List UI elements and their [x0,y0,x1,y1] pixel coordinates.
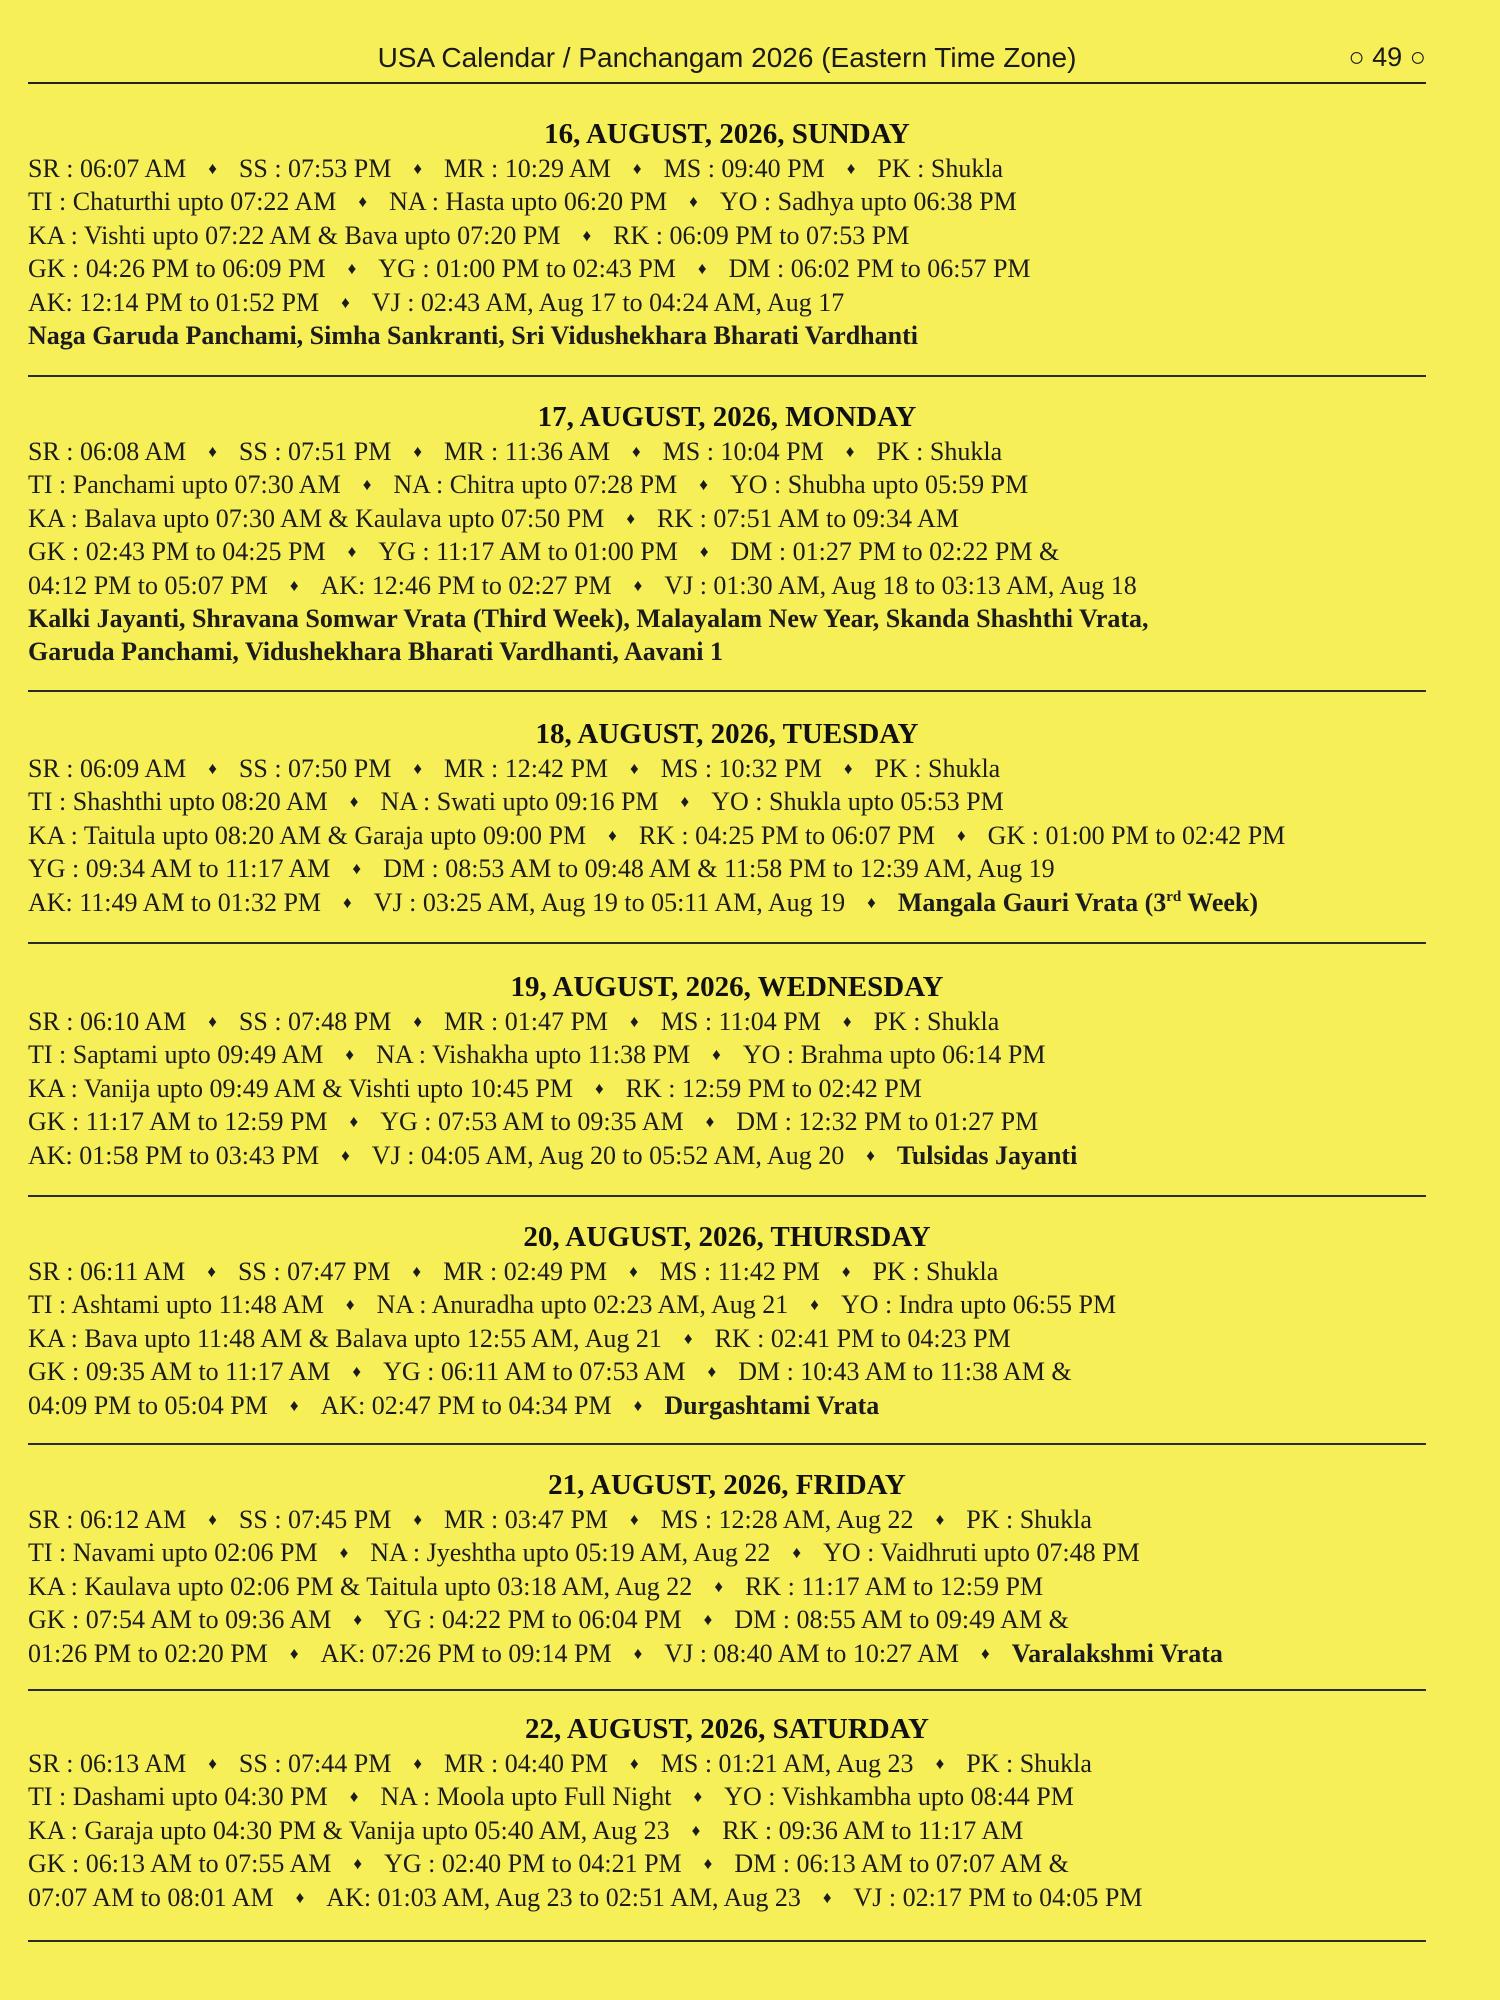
panchang-line [28,152,1426,185]
panchang-field: DM : 08:53 AM to 09:48 AM & 11:58 PM to 12:39 AM, Aug 19 [383,854,1055,884]
panchang-field: SS : 07:48 PM [238,1007,392,1036]
panchang-field: DM : 10:43 AM to 11:38 AM & [738,1357,1072,1387]
diamond-separator-icon: ♦ [956,825,966,845]
diamond-separator-icon: ♦ [935,1754,945,1773]
panchang-field: SR : 06:09 AM [28,754,187,783]
diamond-separator-icon: ♦ [841,1262,851,1281]
day-entry [28,1467,1426,1670]
diamond-separator-icon: ♦ [413,759,423,778]
diamond-separator-icon: ♦ [866,1145,875,1165]
panchang-line [28,219,1426,252]
festival-text: Mangala Gauri Vrata (3 [897,887,1167,917]
panchang-field: YO : Shubha upto 05:59 PM [729,470,1029,500]
diamond-separator-icon: ♦ [846,159,856,178]
diamond-separator-icon: ♦ [792,1543,802,1563]
diamond-separator-icon: ♦ [683,1328,693,1348]
panchang-line [28,852,1426,885]
panchang-line [28,252,1426,285]
day-entry [28,399,1426,669]
diamond-separator-icon: ♦ [691,1820,701,1840]
panchang-field: AK: 01:58 PM to 03:43 PM [28,1140,320,1170]
diamond-separator-icon: ♦ [630,1754,639,1773]
panchang-field: 04:12 PM to 05:07 PM [28,570,268,600]
panchang-field: YG : 11:17 AM to 01:00 PM [378,537,678,567]
diamond-separator-icon: ♦ [358,192,368,212]
panchang-field: GK : 01:00 PM to 02:42 PM [987,820,1286,850]
diamond-separator-icon: ♦ [413,159,423,178]
panchang-field: PK : Shukla [872,1257,999,1286]
panchang-field: KA : Kaulava upto 02:06 PM & Taitula upto 03:18 AM, Aug 22 [28,1571,693,1601]
diamond-separator-icon: ♦ [208,1012,217,1031]
panchang-field: DM : 12:32 PM to 01:27 PM [736,1107,1039,1137]
diamond-separator-icon: ♦ [594,1078,604,1098]
panchang-field: YO : Brahma upto 06:14 PM [742,1040,1046,1070]
entry-divider [28,1689,1426,1691]
diamond-separator-icon: ♦ [208,159,217,178]
panchang-field: VJ : 01:30 AM, Aug 18 to 03:13 AM, Aug 18 [664,570,1137,600]
diamond-separator-icon: ♦ [413,1510,423,1529]
panchang-line [28,886,1426,919]
panchang-line [28,1105,1426,1138]
day-title: 21, AUGUST, 2026, FRIDAY [548,1469,906,1501]
panchang-line [28,1255,1426,1288]
panchang-field: YG : 02:40 PM to 04:21 PM [384,1849,682,1879]
diamond-separator-icon: ♦ [582,225,592,245]
entry-divider [28,942,1426,944]
panchang-line [28,435,1426,468]
panchang-field: SR : 06:10 AM [28,1007,187,1036]
panchang-line [28,468,1426,501]
panchang-field: KA : Taitula upto 08:20 AM & Garaja upto 09:00 PM [28,820,587,850]
diamond-separator-icon: ♦ [343,892,352,912]
day-title: 18, AUGUST, 2026, TUESDAY [535,718,919,750]
panchang-field: NA : Jyeshtha upto 05:19 AM, Aug 22 [370,1538,771,1568]
panchang-line [28,1780,1426,1813]
panchang-field: PK : Shukla [877,154,1004,183]
festival-line: Naga Garuda Panchami, Simha Sankranti, Sri Vidushekhara Bharati Vardhanti [28,320,918,350]
panchang-field: YO : Indra upto 06:55 PM [840,1290,1117,1320]
diamond-separator-icon: ♦ [697,259,707,279]
panchang-line [28,785,1426,818]
panchang-field: SS : 07:51 PM [238,437,392,466]
diamond-separator-icon: ♦ [630,1510,639,1529]
panchang-field: AK: 12:14 PM to 01:52 PM [28,287,320,317]
panchang-field: TI : Saptami upto 09:49 AM [28,1040,324,1070]
diamond-separator-icon: ♦ [712,1045,721,1065]
panchang-field: TI : Shashthi upto 08:20 AM [28,787,328,817]
diamond-separator-icon: ♦ [703,1854,713,1874]
panchang-field: NA : Swati upto 09:16 PM [380,787,659,817]
panchang-field: YG : 04:22 PM to 06:04 PM [384,1605,682,1635]
diamond-separator-icon: ♦ [699,542,709,562]
panchang-line [28,1847,1426,1880]
panchang-field: NA : Hasta upto 06:20 PM [389,187,668,217]
panchang-line [28,1389,1426,1422]
panchang-field: DM : 08:55 AM to 09:49 AM & [734,1605,1069,1635]
day-title: 17, AUGUST, 2026, MONDAY [537,401,917,433]
diamond-separator-icon: ♦ [633,575,643,595]
diamond-separator-icon: ♦ [353,1610,363,1630]
panchang-field: PK : Shukla [876,437,1003,466]
diamond-separator-icon: ♦ [295,1887,305,1907]
diamond-separator-icon: ♦ [352,1362,362,1382]
panchang-field: TI : Chaturthi upto 07:22 AM [28,187,337,217]
panchang-line [28,1881,1426,1914]
panchang-line [28,1536,1426,1569]
diamond-separator-icon: ♦ [629,1262,638,1281]
panchang-line [28,1503,1426,1536]
panchang-field: YG : 07:53 AM to 09:35 AM [380,1107,684,1137]
panchang-field: GK : 07:54 AM to 09:36 AM [28,1605,332,1635]
panchang-field: AK: 07:26 PM to 09:14 PM [320,1638,612,1668]
diamond-separator-icon: ♦ [699,475,708,495]
panchang-line [28,1288,1426,1321]
panchang-field: SR : 06:12 AM [28,1505,187,1534]
panchang-field: GK : 09:35 AM to 11:17 AM [28,1357,331,1387]
panchang-line [28,185,1426,218]
festival-line: Kalki Jayanti, Shravana Somwar Vrata (Third Week), Malayalam New Year, Skanda Shashthi Vrata, [28,603,1149,633]
panchang-field: KA : Balava upto 07:30 AM & Kaulava upto 07:50 PM [28,503,605,533]
panchang-line [28,1637,1426,1670]
day-title: 16, AUGUST, 2026, SUNDAY [544,118,910,150]
panchang-field: TI : Ashtami upto 11:48 AM [28,1290,324,1320]
diamond-separator-icon: ♦ [632,159,642,178]
diamond-separator-icon: ♦ [707,1362,717,1382]
page-header [28,36,1426,84]
page-number: ○ 49 ○ [1348,42,1426,72]
diamond-separator-icon: ♦ [412,1262,422,1281]
panchang-field: SR : 06:11 AM [28,1257,186,1286]
panchang-field: NA : Chitra upto 07:28 PM [393,470,678,500]
day-entry [28,716,1426,919]
panchang-field: SS : 07:50 PM [238,754,392,783]
panchang-field: VJ : 02:43 AM, Aug 17 to 04:24 AM, Aug 17 [371,287,845,317]
day-entry [28,1711,1426,1914]
panchang-field: YO : Sadhya upto 06:38 PM [719,187,1017,217]
diamond-separator-icon: ♦ [352,859,362,879]
panchang-field: KA : Vanija upto 09:49 AM & Vishti upto 10:45 PM [28,1073,573,1103]
panchang-field: 04:09 PM to 05:04 PM [28,1390,268,1420]
panchang-line [28,819,1426,852]
diamond-separator-icon: ♦ [703,1610,713,1630]
panchang-field: KA : Garaja upto 04:30 PM & Vanija upto 05:40 AM, Aug 23 [28,1815,670,1845]
festival-line: Garuda Panchami, Vidushekhara Bharati Vardhanti, Aavani 1 [28,637,723,667]
panchang-field: KA : Vishti upto 07:22 AM & Bava upto 07:20 PM [28,220,561,250]
diamond-separator-icon: ♦ [347,542,357,562]
day-title: 20, AUGUST, 2026, THURSDAY [523,1221,931,1253]
diamond-separator-icon: ♦ [349,1787,359,1807]
festival-inline [897,1141,1077,1170]
panchang-field: YO : Shukla upto 05:53 PM [711,787,1004,817]
diamond-separator-icon: ♦ [207,1262,216,1281]
panchang-line [28,1814,1426,1847]
diamond-separator-icon: ♦ [339,1543,349,1563]
panchang-field: MR : 11:36 AM [444,437,610,466]
panchang-line [28,1038,1426,1071]
festival-inline [898,888,1258,917]
diamond-separator-icon: ♦ [349,1112,359,1132]
diamond-separator-icon: ♦ [345,1045,355,1065]
panchang-field: TI : Panchami upto 07:30 AM [28,470,341,500]
panchang-field: VJ : 04:05 AM, Aug 20 to 05:52 AM, Aug 20 [371,1140,845,1170]
diamond-separator-icon: ♦ [289,1395,299,1415]
diamond-separator-icon: ♦ [714,1576,723,1596]
diamond-separator-icon: ♦ [349,792,359,812]
panchang-field: YG : 06:11 AM to 07:53 AM [383,1357,686,1387]
panchang-line [28,752,1426,785]
panchang-field: GK : 11:17 AM to 12:59 PM [28,1107,328,1137]
festival-inline [664,1391,879,1420]
panchang-line [28,535,1426,568]
panchang-field: MS : 10:04 PM [662,437,824,466]
diamond-separator-icon: ♦ [633,1395,643,1415]
panchang-field: PK : Shukla [966,1749,1092,1778]
panchang-field: TI : Navami upto 02:06 PM [28,1538,318,1568]
panchang-field: PK : Shukla [966,1505,1092,1534]
diamond-separator-icon: ♦ [413,442,423,461]
panchang-field: VJ : 02:17 PM to 04:05 PM [853,1882,1143,1912]
page-title: USA Calendar / Panchangam 2026 (Eastern Time Zone) [377,42,1077,73]
panchang-field: 07:07 AM to 08:01 AM [28,1882,274,1912]
diamond-separator-icon: ♦ [935,1510,945,1529]
entry-divider [28,1443,1426,1445]
panchang-field: DM : 06:02 PM to 06:57 PM [728,254,1031,284]
festival-sup: rd [1166,888,1182,905]
diamond-separator-icon: ♦ [822,1887,832,1907]
diamond-separator-icon: ♦ [289,575,299,595]
diamond-separator-icon: ♦ [845,442,855,461]
panchang-field: SR : 06:13 AM [28,1749,187,1778]
diamond-separator-icon: ♦ [208,759,217,778]
panchang-field: AK: 02:47 PM to 04:34 PM [320,1390,612,1420]
panchang-line [28,1005,1426,1038]
panchang-field: MR : 01:47 PM [444,1007,609,1036]
panchang-field: MR : 12:42 PM [444,754,609,783]
panchang-field: MS : 11:42 PM [659,1257,820,1286]
diamond-separator-icon: ♦ [981,1643,990,1663]
entry-divider [28,1195,1426,1197]
diamond-separator-icon: ♦ [630,1012,639,1031]
panchang-field: KA : Bava upto 11:48 AM & Balava upto 12:55 AM, Aug 21 [28,1323,662,1353]
panchang-field: YO : Vishkambha upto 08:44 PM [724,1782,1074,1812]
festival-text: Tulsidas Jayanti [896,1140,1078,1170]
panchang-field: RK : 02:41 PM to 04:23 PM [714,1323,1011,1353]
panchang-field: SS : 07:53 PM [238,154,392,183]
panchang-field: AK: 11:49 AM to 01:32 PM [28,887,322,917]
festival-inline [1012,1639,1223,1668]
panchang-field: MR : 03:47 PM [444,1505,609,1534]
day-entry [28,116,1426,352]
diamond-separator-icon: ♦ [413,1012,423,1031]
panchang-line [28,502,1426,535]
panchang-field: PK : Shukla [874,754,1001,783]
panchang-field: NA : Moola upto Full Night [380,1782,672,1812]
diamond-separator-icon: ♦ [362,475,372,495]
panchang-field: RK : 06:09 PM to 07:53 PM [613,220,910,250]
panchang-field: RK : 07:51 AM to 09:34 AM [657,503,959,533]
panchang-field: RK : 04:25 PM to 06:07 PM [638,820,935,850]
diamond-separator-icon: ♦ [689,192,698,212]
panchang-field: GK : 06:13 AM to 07:55 AM [28,1849,332,1879]
day-entry [28,969,1426,1172]
panchang-field: RK : 12:59 PM to 02:42 PM [625,1073,922,1103]
diamond-separator-icon: ♦ [208,1754,217,1773]
diamond-separator-icon: ♦ [289,1643,299,1663]
panchang-field: MR : 04:40 PM [444,1749,609,1778]
diamond-separator-icon: ♦ [341,292,350,312]
panchang-field: RK : 09:36 AM to 11:17 AM [722,1815,1024,1845]
panchang-field: YG : 01:00 PM to 02:43 PM [378,254,676,284]
day-title: 22, AUGUST, 2026, SATURDAY [525,1713,929,1745]
festival-text: Varalakshmi Vrata [1011,1638,1223,1668]
panchang-field: GK : 02:43 PM to 04:25 PM [28,537,326,567]
panchang-field: PK : Shukla [873,1007,1000,1036]
entry-divider [28,375,1426,377]
panchang-line [28,1355,1426,1388]
panchang-field: VJ : 08:40 AM to 10:27 AM [664,1638,960,1668]
diamond-separator-icon: ♦ [413,1754,423,1773]
panchang-line [28,1322,1426,1355]
panchang-field: 01:26 PM to 02:20 PM [28,1638,268,1668]
panchang-field: MS : 09:40 PM [663,154,825,183]
panchang-field: DM : 01:27 PM to 02:22 PM & [730,537,1060,567]
diamond-separator-icon: ♦ [842,1012,852,1031]
entry-divider [28,1940,1426,1942]
panchang-field: MS : 11:04 PM [660,1007,821,1036]
panchang-field: YO : Vaidhruti upto 07:48 PM [823,1538,1140,1568]
day-title: 19, AUGUST, 2026, WEDNESDAY [510,971,944,1003]
panchang-field: YG : 09:34 AM to 11:17 AM [28,854,331,884]
diamond-separator-icon: ♦ [208,1510,217,1529]
entry-divider [28,690,1426,692]
diamond-separator-icon: ♦ [843,759,853,778]
diamond-separator-icon: ♦ [626,508,635,528]
panchang-line [28,1603,1426,1636]
diamond-separator-icon: ♦ [810,1295,819,1315]
diamond-separator-icon: ♦ [208,442,217,461]
panchang-field: SS : 07:45 PM [238,1505,392,1534]
panchang-line [28,1747,1426,1780]
diamond-separator-icon: ♦ [345,1295,355,1315]
panchang-line [28,1139,1426,1172]
panchang-field: VJ : 03:25 AM, Aug 19 to 05:11 AM, Aug 19 [373,887,846,917]
panchang-field: SR : 06:07 AM [28,154,187,183]
panchang-field: MS : 10:32 PM [660,754,822,783]
panchang-line [28,569,1426,602]
panchang-field: SS : 07:47 PM [237,1257,391,1286]
panchang-field: NA : Vishakha upto 11:38 PM [376,1040,691,1070]
panchang-field: MR : 10:29 AM [444,154,611,183]
panchang-line [28,1570,1426,1603]
diamond-separator-icon: ♦ [347,259,357,279]
panchang-field: SS : 07:44 PM [238,1749,392,1778]
panchang-field: DM : 06:13 AM to 07:07 AM & [734,1849,1069,1879]
panchang-field: MS : 01:21 AM, Aug 23 [660,1749,914,1778]
diamond-separator-icon: ♦ [693,1787,703,1807]
panchang-field: NA : Anuradha upto 02:23 AM, Aug 21 [376,1290,789,1320]
diamond-separator-icon: ♦ [353,1854,363,1874]
panchang-field: GK : 04:26 PM to 06:09 PM [28,254,326,284]
panchang-line [28,286,1426,319]
panchang-field: AK: 01:03 AM, Aug 23 to 02:51 AM, Aug 23 [326,1882,801,1912]
diamond-separator-icon: ♦ [630,759,639,778]
diamond-separator-icon: ♦ [633,1643,643,1663]
day-entry [28,1219,1426,1422]
panchang-field: RK : 11:17 AM to 12:59 PM [745,1571,1044,1601]
panchang-field: TI : Dashami upto 04:30 PM [28,1782,328,1812]
panchang-line [28,1072,1426,1105]
diamond-separator-icon: ♦ [705,1112,715,1132]
diamond-separator-icon: ♦ [631,442,641,461]
panchang-field: MR : 02:49 PM [443,1257,608,1286]
panchang-field: AK: 12:46 PM to 02:27 PM [320,570,612,600]
festival-text-end: Week) [1181,887,1259,917]
diamond-separator-icon: ♦ [680,792,690,812]
diamond-separator-icon: ♦ [867,892,876,912]
panchang-field: MS : 12:28 AM, Aug 22 [660,1505,914,1534]
diamond-separator-icon: ♦ [608,825,617,845]
panchang-field: SR : 06:08 AM [28,437,187,466]
diamond-separator-icon: ♦ [341,1145,350,1165]
festival-text: Durgashtami Vrata [664,1390,880,1420]
